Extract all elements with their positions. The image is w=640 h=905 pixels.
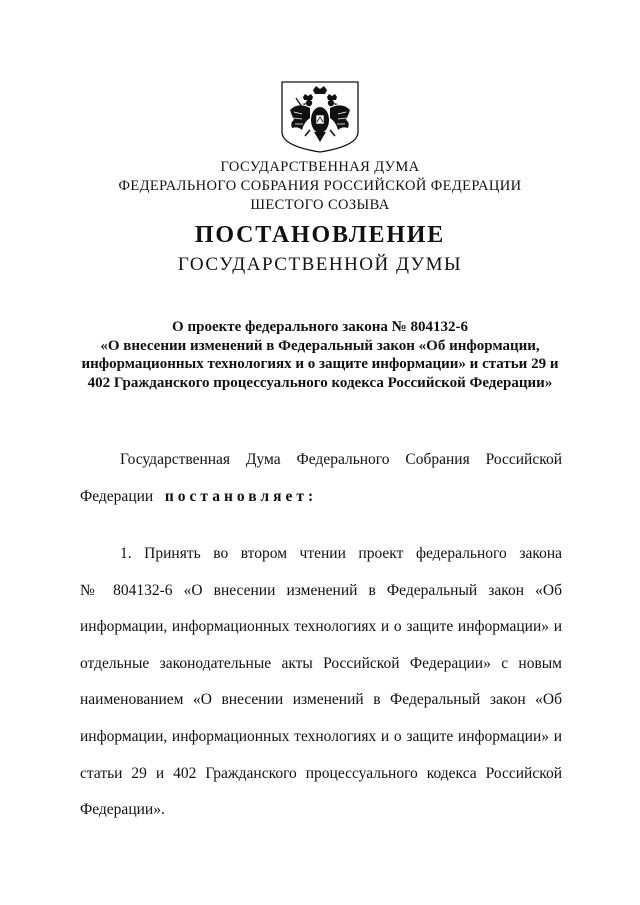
item-1-line-2: № 804132-6 «О внесении изменений в Федеральный закон «Об — [80, 581, 562, 599]
item-1-line-4: отдельные законодательные акты Российской Федерации» с новым — [80, 654, 562, 672]
issuer-header — [0, 158, 640, 215]
item-1-line-6: информации, информационных технологиях и о защите информации» и — [80, 727, 562, 745]
header-line-2: ФЕДЕРАЛЬНОГО СОБРАНИЯ РОССИЙСКОЙ ФЕДЕРАЦИИ — [118, 178, 522, 194]
subject-line-1: О проекте федерального закона № 804132-6 — [172, 319, 468, 335]
header-line-1: ГОСУДАРСТВЕННАЯ ДУМА — [220, 159, 420, 175]
item-1-line-5: наименованием «О внесении изменений в Федеральный закон «Об — [80, 691, 562, 709]
preamble-federation-word: Федерации — [80, 487, 154, 505]
item-1-paragraph — [80, 536, 562, 829]
subject-heading — [60, 318, 580, 392]
preamble-line-2 — [80, 479, 562, 516]
item-1-line-7: статьи 29 и 402 Гражданского процессуального кодекса Российской — [80, 764, 562, 782]
subject-line-2: «О внесении изменений в Федеральный закон «Об информации, — [100, 337, 540, 354]
preamble-paragraph — [80, 442, 562, 515]
document-subtitle: ГОСУДАРСТВЕННОЙ ДУМЫ — [177, 254, 463, 275]
item-1-line-1: 1. Принять во втором чтении проект федерального закона — [120, 545, 562, 562]
resolves-word: постановляет: — [164, 487, 318, 505]
preamble-line-1: Государственная Дума Федерального Собрания Российской — [120, 451, 562, 468]
item-1-line-8: Федерации». — [80, 801, 165, 819]
item-1-line-3: информации, информационных технологиях и о защите информации» и — [80, 618, 562, 636]
state-emblem-icon — [280, 80, 360, 154]
document-title: ПОСТАНОВЛЕНИЕ — [194, 222, 446, 248]
subject-line-4: 402 Гражданского процессуального кодекса Российской Федерации» — [87, 374, 553, 391]
subject-line-3: информационных технологиях и о защите информации» и статьи 29 и — [81, 356, 559, 372]
header-line-3: ШЕСТОГО СОЗЫВА — [250, 197, 390, 213]
